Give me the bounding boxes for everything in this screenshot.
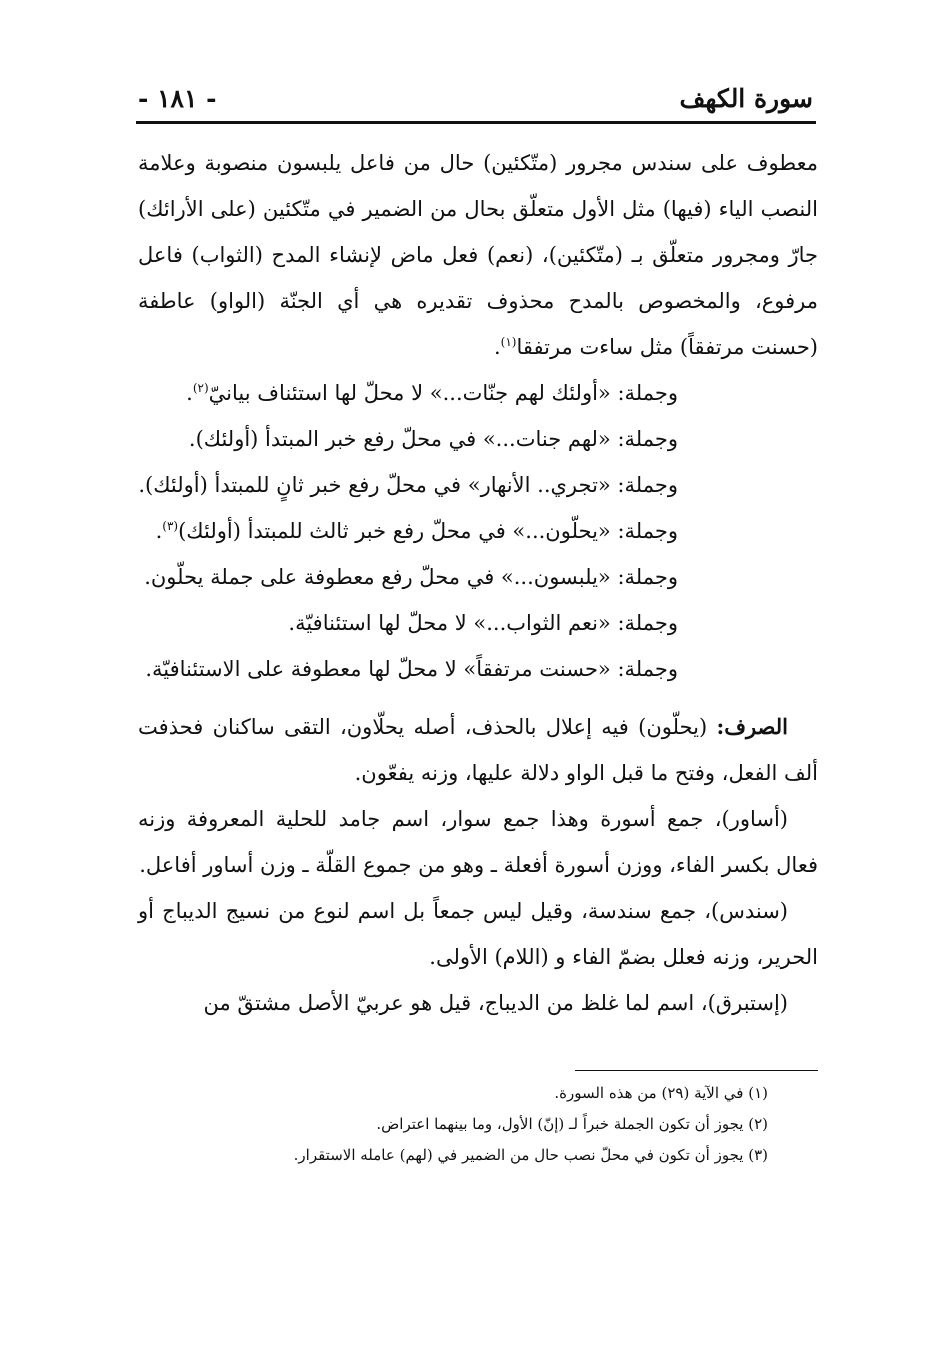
list-item: وجملة: «يلبسون...» في محلّ رفع معطوفة على جملة يحلّون. [144, 565, 678, 589]
list-item: وجملة: «حسنت مرتفقاً» لا محلّ لها معطوفة على الاستئنافيّة. [145, 657, 678, 681]
paragraph-istabraq: (إستبرق)، اسم لما غلظ من الديباج، قيل هو عربيّ الأصل مشتقّ من [203, 991, 788, 1015]
sentence-list [138, 370, 818, 692]
footnotes [138, 1078, 818, 1171]
main-text [138, 140, 818, 1026]
header-rule [136, 121, 816, 124]
surah-title: سورة الكهف [679, 83, 813, 113]
list-item: وجملة: «تجري.. الأنهار» في محلّ رفع خبر ثانٍ للمبتدأ (أولئك). [138, 473, 678, 497]
page-number: - ١٨١ - [138, 83, 217, 113]
footnote-ref-1: (١) [500, 335, 517, 349]
list-item: وجملة: «لهم جنات...» في محلّ رفع خبر المبتدأ (أولئك). [188, 427, 678, 451]
footnote-rule [575, 1070, 818, 1071]
footnote-ref-2: (٢) [192, 381, 209, 395]
list-item: وجملة: «يحلّون...» في محلّ رفع خبر ثالث للمبتدأ (أولئك)$^{(٣)}$. [155, 519, 678, 543]
paragraph-irab: معطوف على سندس مجرور (متّكئين) حال من فاعل يلبسون منصوبة وعلامة النصب الياء (فيها) مثل الأول متعلّق بحال من الضمير في متّكئين (على الأرائك) جارّ ومجرور متعلّق بـ (متّكئين)، (نعم) فعل ماض لإنشاء المدح (الثواب) فاعل مرفوع، والمخصوص بالمدح محذوف تقديره هي أي الجنّة (الواو) عاطفة (حسنت مرتفقاً) مثل ساءت مرتفقا$^{(١)}$. [138, 151, 818, 359]
paragraph-sarf: الصرف: (يحلّون) فيه إعلال بالحذف، أصله يحلّاون، التقى ساكنان فحذفت ألف الفعل، وفتح ما قبل الواو دلالة عليها، وزنه يفعّون. [138, 714, 818, 785]
list-item: وجملة: «أولئك لهم جنّات...» لا محلّ لها استئناف بيانيّ$^{(٢)}$. [186, 381, 678, 405]
footnote-3: (٣) يجوز أن تكون في محلّ نصب حال من الضمير في (لهم) عامله الاستقرار. [293, 1146, 768, 1164]
list-item: وجملة: «نعم الثواب...» لا محلّ لها استئنافيّة. [288, 611, 678, 635]
paragraph-asawir: (أساور)، جمع أسورة وهذا جمع سوار، اسم جامد للحلية المعروفة وزنه فعال بكسر الفاء، ووزن أسورة أفعلة ـ وهو من جموع القلّة ـ وزن أساور أفاعل. [138, 807, 818, 877]
footnote-ref-3: (٣) [162, 519, 179, 533]
sarf-label: الصرف: [716, 714, 788, 739]
page-header [138, 78, 813, 118]
footnote-2: (٢) يجوز أن تكون الجملة خبراً لـ (إنّ) الأول، وما بينهما اعتراض. [376, 1115, 768, 1133]
paragraph-sundus: (سندس)، جمع سندسة، وقيل ليس جمعاً بل اسم لنوع من نسيج الديباج أو الحرير، وزنه فعلل بضمّ الفاء و (اللام) الأولى. [138, 899, 818, 969]
footnote-1: (١) في الآية (٢٩) من هذه السورة. [554, 1084, 768, 1102]
